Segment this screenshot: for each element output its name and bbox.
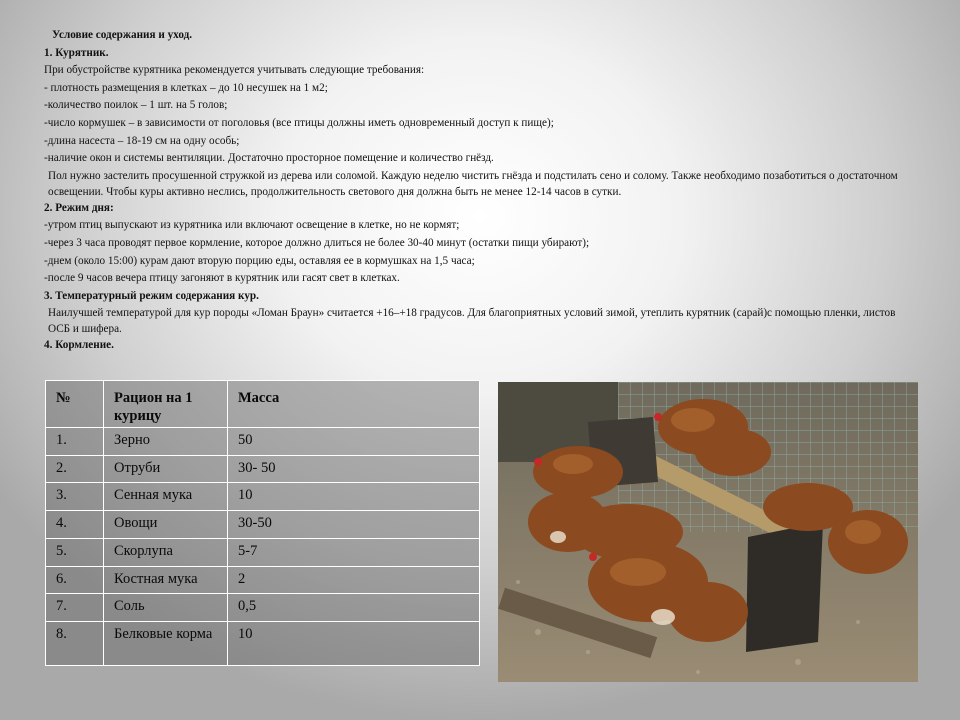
table-cell-mass: 0,5 xyxy=(228,594,480,622)
section-1-item: -длина насеста – 18-19 см на одну особь; xyxy=(44,134,240,147)
section-2-title: 2. Режим дня: xyxy=(44,201,114,214)
table-cell-ration: Белковые корма xyxy=(104,622,228,666)
table-cell-number: 4. xyxy=(46,511,104,539)
table-header-row xyxy=(46,381,480,428)
section-2-item: -после 9 часов вечера птицу загоняют в курятник или гасят свет в клетках. xyxy=(44,272,400,285)
table-cell-number: 3. xyxy=(46,483,104,511)
chickens-photo-icon xyxy=(498,382,918,682)
table-cell-mass: 50 xyxy=(228,428,480,456)
table-header-mass: Масса xyxy=(228,381,480,428)
section-2-item: -утром птиц выпускают из курятника или включают освещение в клетке, но не кормят; xyxy=(44,219,460,232)
table-cell-ration: Овощи xyxy=(104,511,228,539)
table-cell-mass: 5-7 xyxy=(228,538,480,566)
table-cell-number: 1. xyxy=(46,428,104,456)
table-row xyxy=(46,594,480,622)
table-cell-mass: 10 xyxy=(228,483,480,511)
table-cell-ration: Соль xyxy=(104,594,228,622)
section-1-item: -наличие окон и системы вентиляции. Достаточно просторное помещение и количество гнёзд. xyxy=(44,152,494,165)
table-row xyxy=(46,622,480,666)
table-cell-ration: Зерно xyxy=(104,428,228,456)
table-cell-number: 6. xyxy=(46,566,104,594)
table-cell-ration: Отруби xyxy=(104,455,228,483)
section-1-intro: При обустройстве курятника рекомендуется учитывать следующие требования: xyxy=(44,64,425,77)
table-cell-ration: Костная мука xyxy=(104,566,228,594)
table-cell-number: 7. xyxy=(46,594,104,622)
section-3-title: 3. Температурный режим содержания кур. xyxy=(44,289,259,302)
document-text xyxy=(44,27,924,355)
table-cell-ration: Сенная мука xyxy=(104,483,228,511)
feeding-table xyxy=(45,380,480,666)
table-row xyxy=(46,428,480,456)
table-cell-number: 8. xyxy=(46,622,104,666)
table-row xyxy=(46,538,480,566)
table-cell-mass: 30- 50 xyxy=(228,455,480,483)
section-2-item: -через 3 часа проводят первое кормление, которое должно длиться не более 30-40 минут (остатки пищи убирают); xyxy=(44,236,590,249)
section-2-item: -днем (около 15:00) курам дают вторую порцию еды, оставляя ее в кормушках на 1,5 часа; xyxy=(44,254,475,267)
table-row xyxy=(46,483,480,511)
table-cell-mass: 30-50 xyxy=(228,511,480,539)
table-cell-ration: Скорлупа xyxy=(104,538,228,566)
feeding-table-container xyxy=(45,380,480,666)
section-1-item: - плотность размещения в клетках – до 10 несушек на 1 м2; xyxy=(44,81,328,94)
section-1-item: -количество поилок – 1 шт. на 5 голов; xyxy=(44,99,228,112)
section-1-title: 1. Курятник. xyxy=(44,46,109,59)
chickens-photo xyxy=(498,382,918,682)
table-row xyxy=(46,455,480,483)
section-1-paragraph: Пол нужно застелить просушенной стружкой из дерева или соломой. Каждую неделю чистить гнёзда и подстилать сено и солому. Также необходимо позаботиться о достаточном освещении. Чтобы куры активно неслись, продолжительность светового дня должна быть не менее 12-14 часов в сутки. xyxy=(48,169,898,198)
table-header-number: № xyxy=(46,381,104,428)
table-row xyxy=(46,566,480,594)
table-cell-mass: 10 xyxy=(228,622,480,666)
page-heading: Условие содержания и уход. xyxy=(52,29,193,41)
table-cell-number: 5. xyxy=(46,538,104,566)
table-header-ration: Рацион на 1 курицу xyxy=(104,381,228,428)
section-4-title: 4. Кормление. xyxy=(44,339,114,352)
table-row xyxy=(46,511,480,539)
table-cell-number: 2. xyxy=(46,455,104,483)
table-cell-mass: 2 xyxy=(228,566,480,594)
section-3-paragraph: Наилучшей температурой для кур породы «Ломан Браун» считается +16–+18 градусов. Для благоприятных условий зимой, утеплить курятник (сарай)с помощью пленки, листов ОСБ и шифера. xyxy=(48,307,896,336)
section-1-item: -число кормушек – в зависимости от поголовья (все птицы должны иметь одновременный доступ к пище); xyxy=(44,116,554,129)
